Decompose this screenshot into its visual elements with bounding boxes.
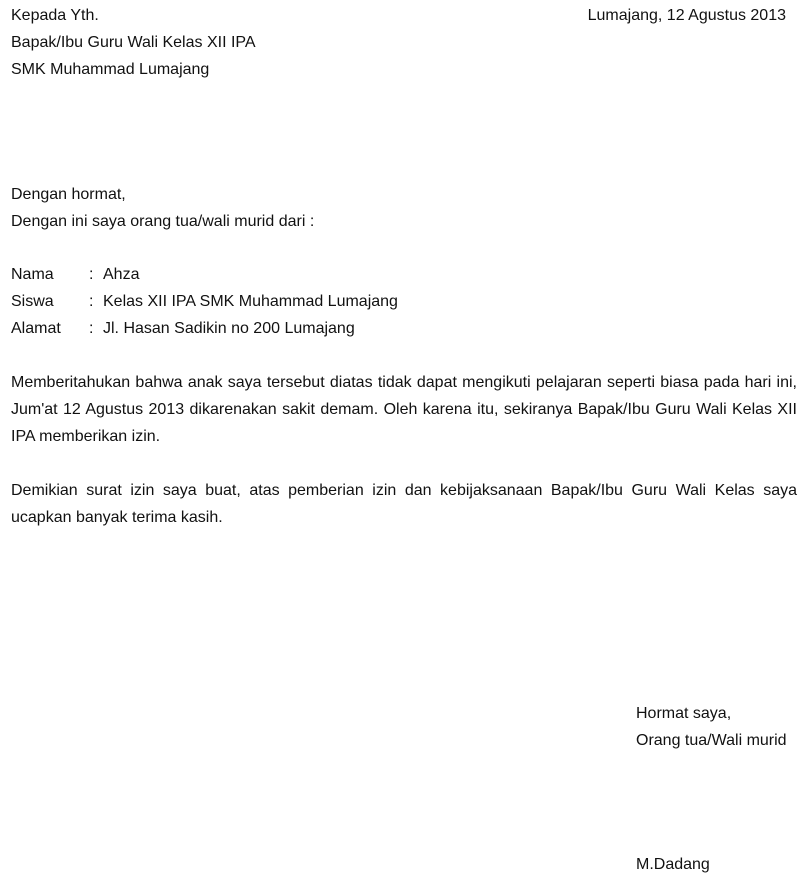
field-label: Siswa: [11, 293, 54, 310]
recipient-line-2: Bapak/Ibu Guru Wali Kelas XII IPA: [11, 34, 256, 51]
body-paragraph-1: Memberitahukan bahwa anak saya tersebut diatas tidak dapat mengikuti pelajaran seperti biasa pada hari ini, Jum'at 12 Agustus 2013 dikarenakan sakit demam. Oleh karena itu, sekiranya Bapak/Ibu Guru Wali Kelas XII IPA memberikan izin.: [11, 374, 797, 445]
closing-line-1: Hormat saya,: [636, 705, 732, 722]
letter-date: Lumajang, 12 Agustus 2013: [587, 7, 786, 24]
field-value: Kelas XII IPA SMK Muhammad Lumajang: [103, 293, 398, 310]
intro-text: Dengan ini saya orang tua/wali murid dari :: [11, 213, 315, 230]
field-separator: :: [89, 266, 94, 283]
field-separator: :: [89, 293, 94, 310]
field-row-alamat: [11, 315, 355, 342]
signer-name: M.Dadang: [636, 856, 710, 873]
field-value: Ahza: [103, 266, 140, 283]
field-value: Jl. Hasan Sadikin no 200 Lumajang: [103, 320, 355, 337]
body-paragraph-2: Demikian surat izin saya buat, atas pemberian izin dan kebijaksanaan Bapak/Ibu Guru Wali Kelas saya ucapkan banyak terima kasih.: [11, 482, 797, 526]
field-label: Alamat: [11, 320, 61, 337]
field-separator: :: [89, 320, 94, 337]
closing-line-2: Orang tua/Wali murid: [636, 732, 787, 749]
field-row-nama: [11, 261, 139, 288]
field-label: Nama: [11, 266, 54, 283]
field-row-siswa: [11, 288, 398, 315]
recipient-line-3: SMK Muhammad Lumajang: [11, 61, 210, 78]
recipient-line-1: Kepada Yth.: [11, 7, 99, 24]
greeting: Dengan hormat,: [11, 186, 126, 203]
